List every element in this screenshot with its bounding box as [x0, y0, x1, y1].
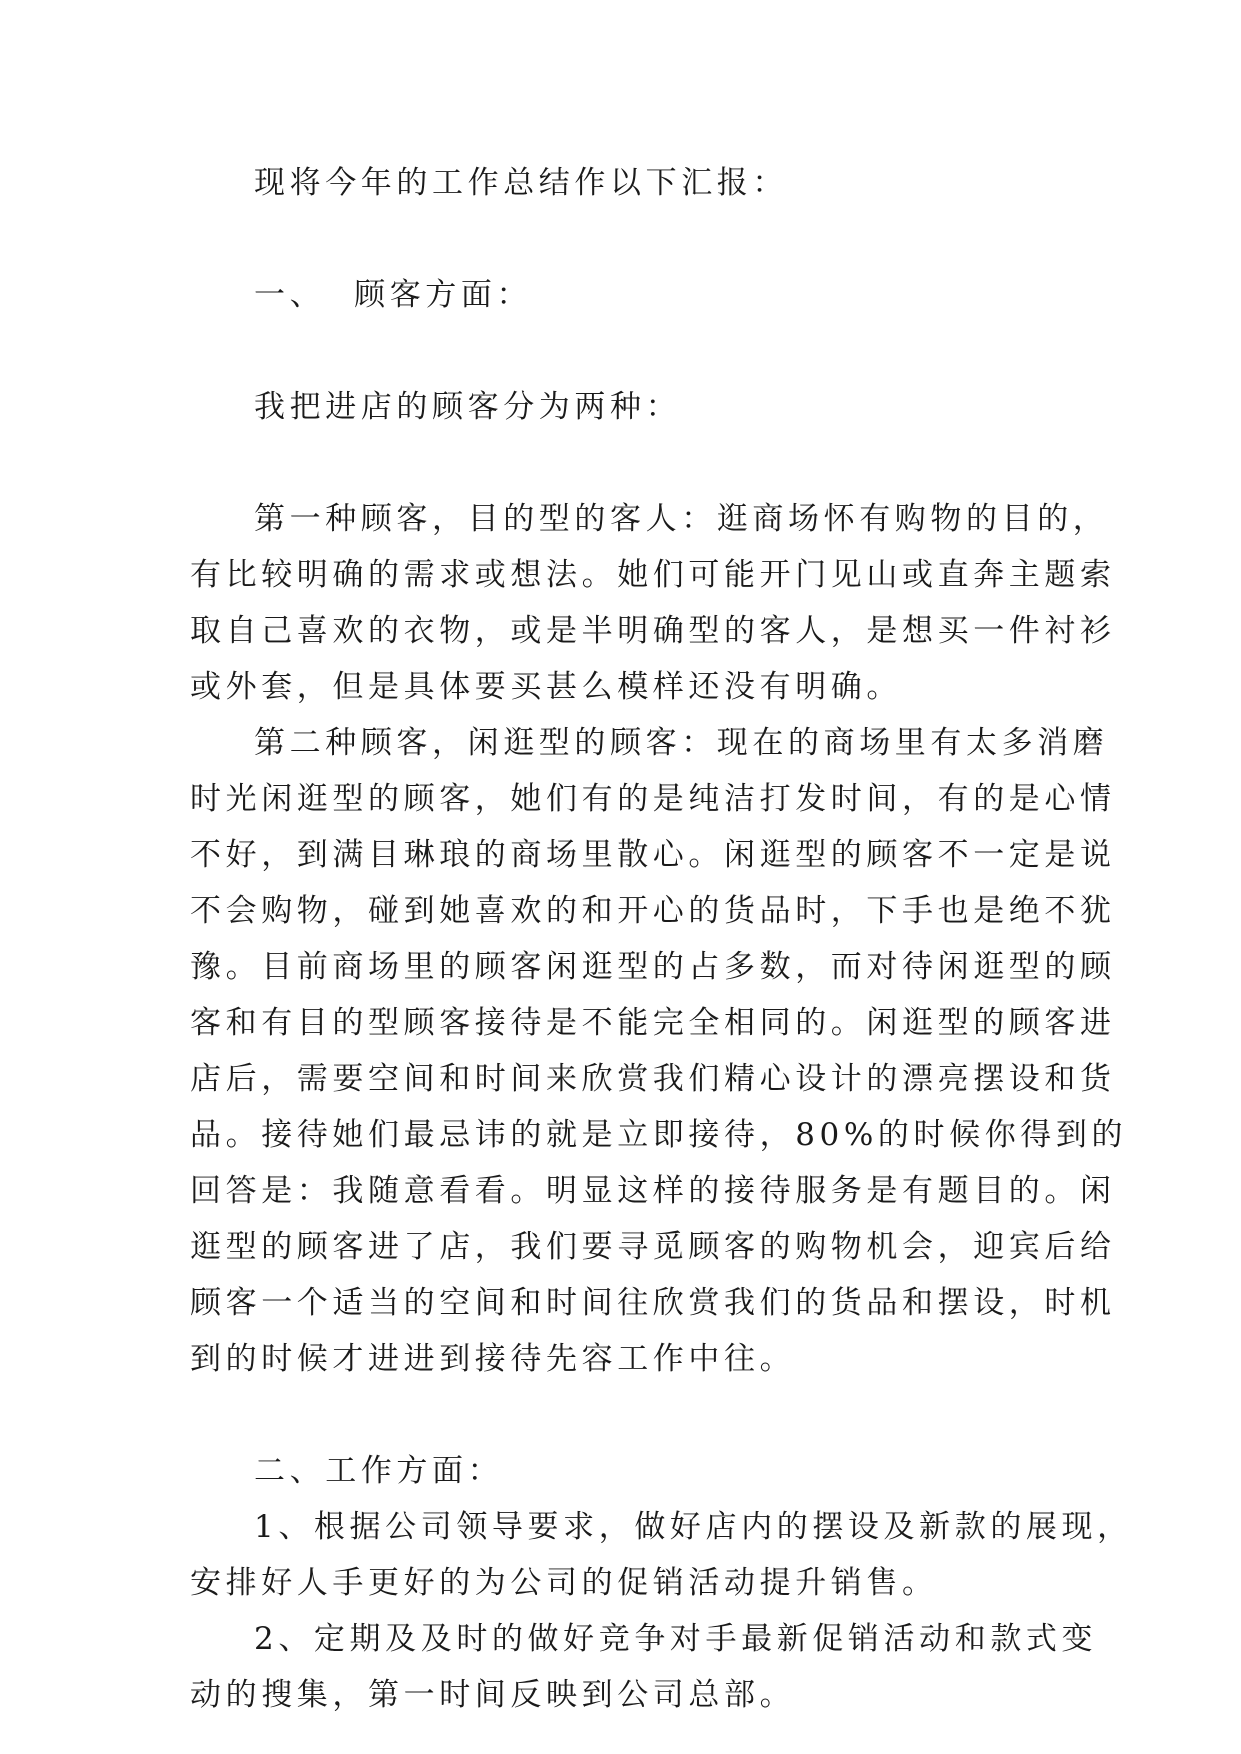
paragraph-spacer	[190, 435, 1050, 491]
paragraph-line: 时光闲逛型的顾客，她们有的是纯洁打发时间，有的是心情	[190, 781, 1116, 817]
document-body	[190, 155, 1133, 1723]
paragraph-line: 第二种顾客，闲逛型的顾客：现在的商场里有太多消磨	[254, 725, 1109, 761]
paragraph-line: 2、定期及及时的做好竞争对手最新促销活动和款式变	[254, 1621, 1098, 1657]
paragraph-line: 不好，到满目琳琅的商场里散心。闲逛型的顾客不一定是说	[190, 837, 1116, 873]
section1-heading: 一、 顾客方面：	[254, 277, 533, 313]
intro-line: 现将今年的工作总结作以下汇报：	[254, 165, 788, 201]
paragraph-type2	[190, 715, 1128, 1387]
paragraph-line: 逛型的顾客进了店，我们要寻觅顾客的购物机会，迎宾后给	[190, 1229, 1116, 1265]
paragraph-line: 安排好人手更好的为公司的促销活动提升销售。	[190, 1565, 938, 1601]
paragraph-line: 豫。目前商场里的顾客闲逛型的占多数，而对待闲逛型的顾	[190, 949, 1116, 985]
paragraph-line: 有比较明确的需求或想法。她们可能开门见山或直奔主题索	[190, 557, 1116, 593]
paragraph-item2	[190, 1611, 1098, 1723]
paragraph-line: 店后，需要空间和时间来欣赏我们精心设计的漂亮摆设和货	[190, 1061, 1116, 1097]
section2-heading: 二、工作方面：	[254, 1453, 504, 1489]
paragraph-line: 第一种顾客，目的型的客人：逛商场怀有购物的目的，	[254, 501, 1109, 537]
paragraph-spacer	[190, 1387, 1050, 1443]
paragraph-type1	[190, 491, 1116, 715]
paragraph-line: 取自己喜欢的衣物，或是半明确型的客人，是想买一件衬衫	[190, 613, 1116, 649]
paragraph-line: 或外套，但是具体要买甚么模样还没有明确。	[190, 669, 902, 705]
paragraph-line: 1、根据公司领导要求，做好店内的摆设及新款的展现，	[254, 1509, 1133, 1545]
paragraph-line: 客和有目的型顾客接待是不能完全相同的。闲逛型的顾客进	[190, 1005, 1116, 1041]
paragraph-spacer	[190, 323, 1050, 379]
paragraph-spacer	[190, 211, 1050, 267]
paragraph-line: 到的时候才进进到接待先容工作中往。	[190, 1341, 796, 1377]
paragraph-line: 不会购物，碰到她喜欢的和开心的货品时，下手也是绝不犹	[190, 893, 1116, 929]
paragraph-line: 动的搜集，第一时间反映到公司总部。	[190, 1677, 796, 1713]
paragraph-line: 顾客一个适当的空间和时间往欣赏我们的货品和摆设，时机	[190, 1285, 1116, 1321]
paragraph-item1	[190, 1499, 1133, 1611]
section1-lead: 我把进店的顾客分为两种：	[254, 389, 682, 425]
paragraph-line: 回答是：我随意看看。明显这样的接待服务是有题目的。闲	[190, 1173, 1116, 1209]
paragraph-line: 品。接待她们最忌讳的就是立即接待，80%的时候你得到的	[190, 1117, 1128, 1153]
